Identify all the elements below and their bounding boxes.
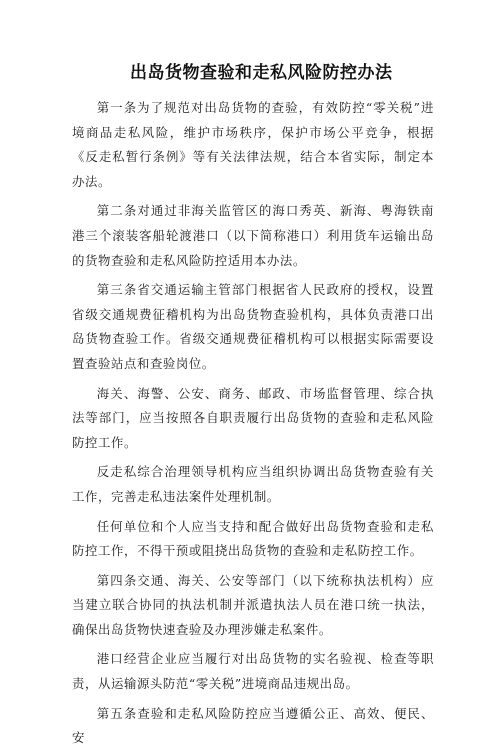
paragraph-article-5: 第五条查验和走私风险防控应当遵循公正、高效、便民、安 [72,705,434,746]
paragraph-article-2: 第二条对通过非海关监管区的海口秀英、新海、粤海铁南港三个滚装客船轮渡港口（以下简称港口）利用货车运输出岛的货物查验和走私风险防控适用本办法。 [72,203,434,268]
document-title: 出岛货物查验和走私风险防控办法 [130,63,393,83]
paragraph-article-3: 第三条省交通运输主管部门根据省人民政府的授权，设置省级交通规费征稽机构为出岛货物查验机构，具体负责港口出岛货物查验工作。省级交通规费征稽机构可以根据实际需要设置查验站点和查验岗位。 [72,282,434,371]
paragraph-article-1: 第一条为了规范对出岛货物的查验，有效防控“零关税”进境商品走私风险，维护市场秩序，保护市场公平竞争，根据《反走私暂行条例》等有关法律法规，结合本省实际，制定本办法。 [72,100,434,189]
paragraph-article-3-coordination: 反走私综合治理领导机构应当组织协调出岛货物查验有关工作，完善走私违法案件处理机制。 [72,464,434,504]
paragraph-article-3-support: 任何单位和个人应当支持和配合做好出岛货物查验和走私防控工作，不得干预或阻挠出岛货物的查验和走私防控工作。 [72,518,434,559]
paragraph-article-4-port-operators: 港口经营企业应当履行对出岛货物的实名验视、检查等职责，从运输源头防范“零关税”进境商品违规出岛。 [72,651,434,692]
document-body [72,96,434,751]
paragraph-article-3-departments: 海关、海警、公安、商务、邮政、市场监督管理、综合执法等部门，应当按照各自职责履行出岛货物的查验和走私风险防控工作。 [72,385,434,450]
paragraph-article-4: 第四条交通、海关、公安等部门（以下统称执法机构）应当建立联合协同的执法机制并派遣执法人员在港口统一执法，确保出岛货物快速查验及办理涉嫌走私案件。 [72,572,434,637]
